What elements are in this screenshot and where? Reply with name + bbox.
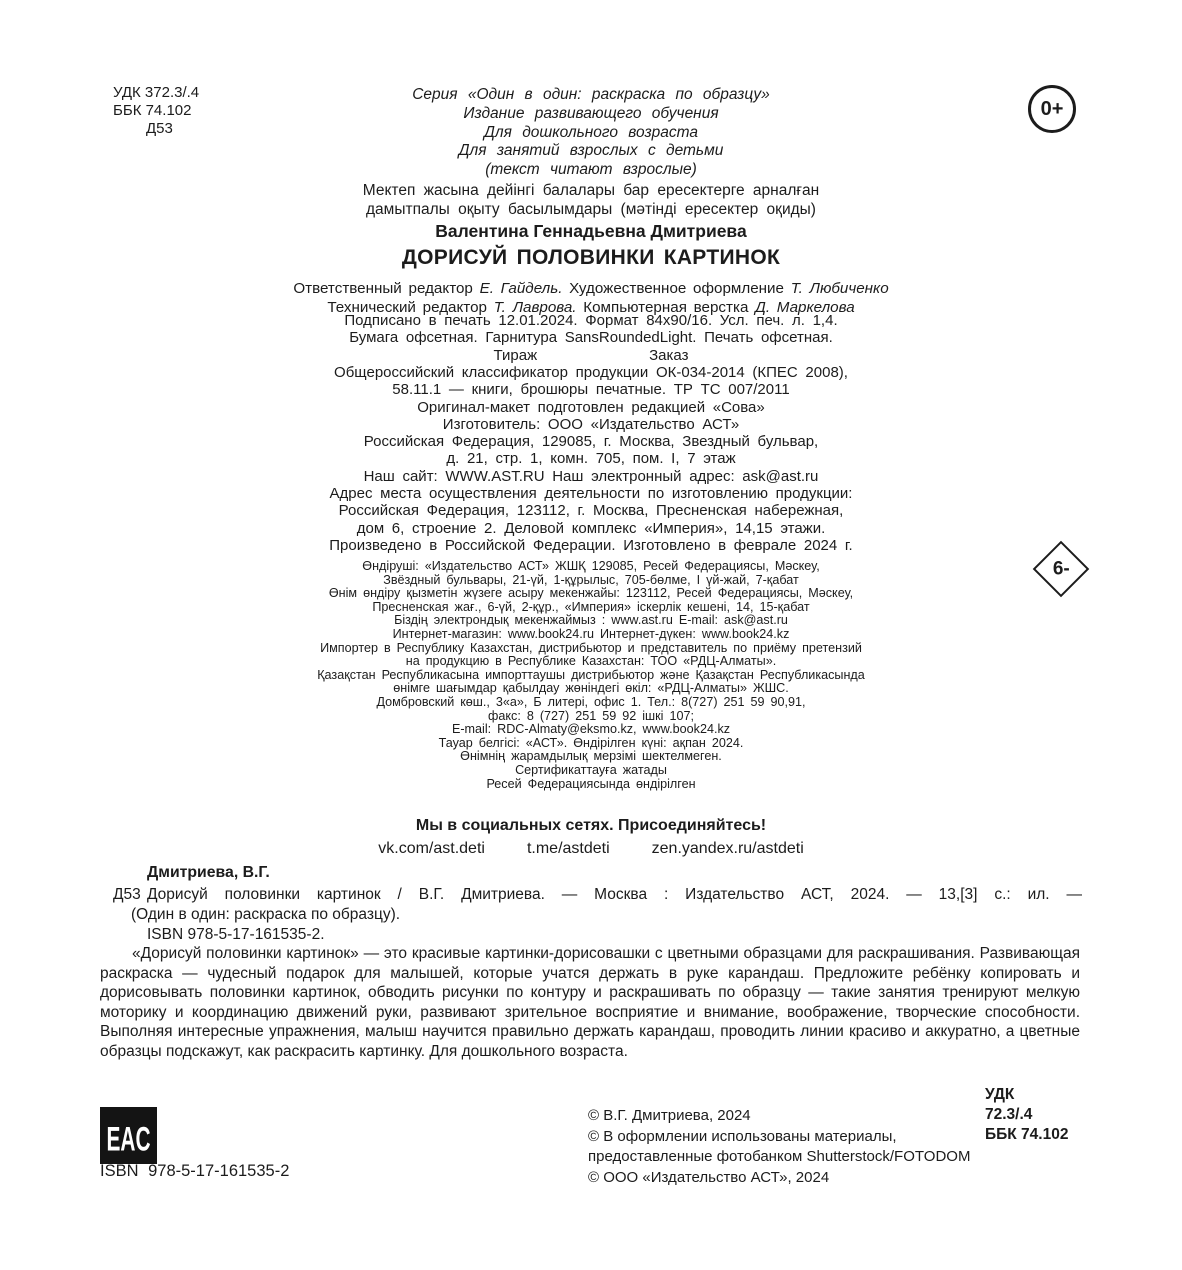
text-line: vk.com/ast.deti <box>378 840 485 857</box>
text-line: Российская Федерация, 123112, г. Москва, Пресненская набережная, <box>338 502 844 520</box>
text-line: на продукцию в Республике Казахстан: ТОО «РДЦ-Алматы». <box>405 654 777 669</box>
editor-name: Т. Любиченко <box>790 280 889 297</box>
text-line: Пресненская жағ., 6-үй, 2-құр., «Империя» іскерлік кешені, 14, 15-қабат <box>372 599 810 614</box>
text-line: © В.Г. Дмитриева, 2024 <box>588 1107 751 1124</box>
text-line: предоставленные фотобанком Shutterstock/FOTODOM <box>588 1148 971 1166</box>
kazakh-edition-note <box>0 181 1182 219</box>
text-line: Серия «Один в один: раскраска по образцу» <box>412 86 770 103</box>
text-line: ББК 74.102 <box>985 1126 1069 1143</box>
editor-role: Компьютерная верстка <box>576 299 756 316</box>
bbk-number: ББК 74.102 <box>113 102 192 119</box>
copyright-block <box>588 1106 970 1188</box>
editor-name: Е. Гайдель. <box>479 280 563 297</box>
text-line: дом 6, строение 2. Деловой комплекс «Империя», 14,15 этажи. <box>356 519 826 537</box>
text-line: 58.11.1 — книги, брошюры печатные. ТР ТС 007/2011 <box>392 381 790 399</box>
text-line: Звёздный бульвары, 21-үй, 1-құрылыс, 705-бөлме, I үй-жай, 7-қабат <box>383 572 799 587</box>
text-line: (текст читают взрослые) <box>485 161 697 179</box>
biblio-isbn: ISBN 978-5-17-161535-2. <box>147 926 325 943</box>
eac-logo-svg <box>100 1107 157 1164</box>
text-line: © В оформлении использованы материалы, <box>588 1127 897 1145</box>
text-line: Произведено в Российской Федерации. Изготовлено в феврале 2024 г. <box>329 536 853 554</box>
eac-logo-letters: EAC <box>106 1120 151 1159</box>
text-line: өнімге шағымдар қабылдау жөніндегі өкіл: «РДЦ-Алматы» ЖШС. <box>393 681 789 696</box>
book-title: ДОРИСУЙ ПОЛОВИНКИ КАРТИНОК <box>401 246 781 269</box>
text-line: zen.yandex.ru/astdeti <box>651 840 804 857</box>
biblio-entry-line2: (Один в один: раскраска по образцу). <box>131 906 401 923</box>
biblio-entry-line1: Дорисуй половинки картинок / В.Г. Дмитриева. — Москва : Издательство АСТ, 2024. — 13,[3] с.: ил. — <box>147 886 1082 903</box>
text-line: Бумага офсетная. Гарнитура SansRoundedLight. Печать офсетная. <box>349 329 833 347</box>
age-rating-label: 6- <box>1052 558 1070 579</box>
text-line: дамытпалы оқыту басылымдары (мәтінді ересектер оқиды) <box>366 201 816 218</box>
text-line: Общероссийский классификатор продукции ОК-034-2014 (КПЕС 2008), <box>334 364 848 381</box>
text-line: факс: 8 (727) 251 59 92 ішкі 107; <box>488 708 694 723</box>
text-line: Біздің электрондық мекенжаймыз : www.ast.ru E-mail: ask@ast.ru <box>394 613 788 628</box>
tirazh-zakaz-line <box>0 347 1182 364</box>
text-line: Интернет-магазин: www.book24.ru Интернет-дүкен: www.book24.kz <box>392 626 790 641</box>
zakaz-label: Заказ <box>649 347 689 364</box>
text-line: Домбровский көш., 3«а», Б литері, офис 1. Тел.: 8(727) 251 59 90,91, <box>376 694 806 709</box>
series-block <box>0 86 1182 180</box>
text-line: Сертификаттауға жатады <box>515 762 667 777</box>
text-line: Өнімнің жарамдылық мерзімі шектелмеген. <box>460 749 722 764</box>
text-line: Өндіруші: «Издательство АСТ» ЖШҚ 129085, Ресей Федерациясы, Мәскеу, <box>362 559 820 573</box>
editor-name: Д. Маркелова <box>755 299 855 316</box>
kazakh-manufacturer-block <box>0 560 1182 791</box>
text-line: Для дошкольного возраста <box>483 123 699 141</box>
annotation-paragraph: «Дорисуй половинки картинок» — это красивые картинки-дорисовашки с цветными образцами для раскрашивания. Развивающая раскраска — чудесный подарок для малышей, которые учатся держать в руке карандаш. Предложите ребёнку копировать и дорисовывать половинки картинок, обводить рисунки по контуру и раскрашивать по образцу — такие занятия тренируют мелкую моторику и координацию движений руки, развивают зрительное восприятие и внимание, воображение, творческие способности. Выполняя интересные упражнения, малыш научится правильно держать карандаш, проводить линии красиво и аккуратно, а цветные образцы подскажут, как раскрасить картинку. Для дошкольного возраста. <box>100 945 1080 1060</box>
biblio-author-sign: Д53 <box>113 886 141 903</box>
text-line: Қазақстан Республикасына импорттаушы дистрибьютор және Қазақстан Республикасында <box>317 667 865 682</box>
text-line: 72.3/.4 <box>985 1106 1033 1123</box>
text-line: Наш сайт: WWW.AST.RU Наш электронный адрес: ask@ast.ru <box>363 467 819 485</box>
text-line: Импортер в Республику Казахстан, дистрибьютор и представитель по приёму претензий <box>320 640 862 655</box>
editor-role: Художественное оформление <box>562 280 791 297</box>
tirazh-label: Тираж <box>493 347 538 364</box>
text-line: УДК <box>985 1086 1015 1103</box>
text-line: t.me/astdeti <box>526 840 610 857</box>
text-line: Для занятий взрослых с детьми <box>458 142 724 160</box>
text-line: Ресей Федерациясында өндірілген <box>486 776 696 791</box>
text-line: Издание развивающего обучения <box>463 104 719 122</box>
book-author: Валентина Геннадьевна Дмитриева <box>435 221 747 241</box>
text-line: Российская Федерация, 129085, г. Москва, Звездный бульвар, <box>363 433 819 451</box>
age-rating-label: 0+ <box>1040 97 1064 120</box>
udk-number: УДК 372.3/.4 <box>113 84 200 101</box>
social-links-row <box>0 840 1182 858</box>
text-line: © ООО «Издательство АСТ», 2024 <box>588 1168 830 1186</box>
biblio-author: Дмитриева, В.Г. <box>147 864 270 881</box>
eac-conformity-mark-icon <box>100 1107 157 1164</box>
imprint-block-top <box>0 312 1182 347</box>
text-line: Оригинал-макет подготовлен редакцией «Сова» <box>417 398 765 416</box>
udk-bbk-bottom-block <box>985 1085 1068 1145</box>
text-line: Подписано в печать 12.01.2024. Формат 84х90/16. Усл. печ. л. 1,4. <box>344 312 838 329</box>
text-line: Мектеп жасына дейінгі балалары бар ересектерге арналған <box>362 182 820 199</box>
text-line: д. 21, стр. 1, комн. 705, пом. I, 7 этаж <box>446 450 736 468</box>
author-sign: Д53 <box>146 120 173 137</box>
editor-role: Технический редактор <box>327 299 494 316</box>
text-line: Тауар белгісі: «АСТ». Өндірілген күні: ақпан 2024. <box>438 735 744 750</box>
editor-name: Т. Лаврова. <box>493 299 577 316</box>
text-line: Адрес места осуществления деятельности по изготовлению продукции: <box>329 485 853 503</box>
imprint-block-bottom <box>0 364 1182 554</box>
editors-line <box>0 279 1182 298</box>
social-heading: Мы в социальных сетях. Присоединяйтесь! <box>415 817 767 834</box>
text-line: E-mail: RDC-Almaty@eksmo.kz, www.book24.kz <box>451 722 731 737</box>
editor-role: Ответственный редактор <box>293 280 480 297</box>
isbn-bottom: ISBN 978-5-17-161535-2 <box>100 1162 290 1180</box>
text-line: Изготовитель: ООО «Издательство АСТ» <box>442 415 740 433</box>
text-line: Өнім өндіру қызметін жүзеге асыру мекенжайы: 123112, Ресей Федерациясы, Мәскеу, <box>328 586 854 601</box>
